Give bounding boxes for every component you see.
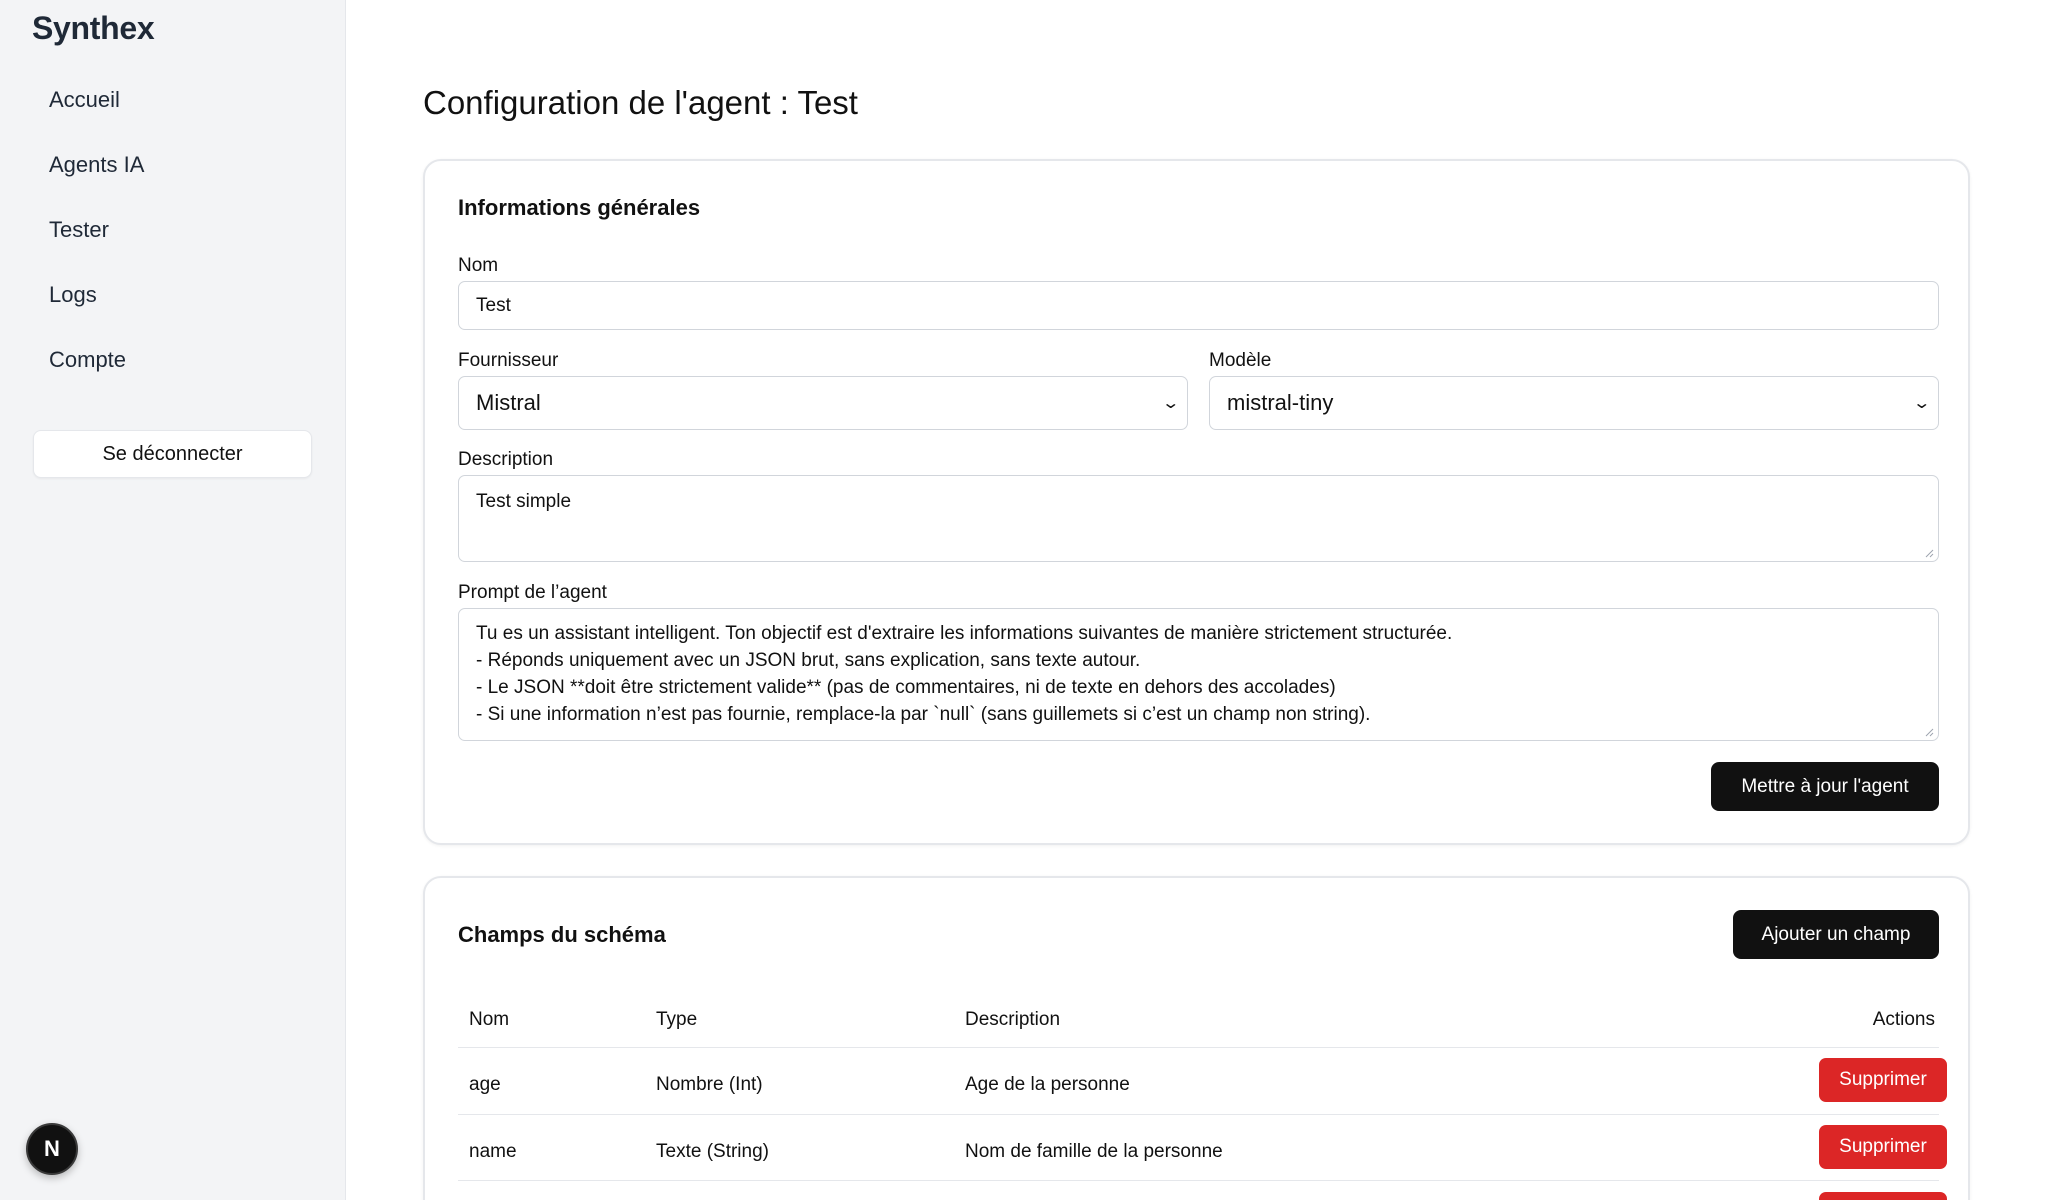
sidebar (0, 0, 346, 1200)
column-header-type: Type (656, 1009, 698, 1030)
model-label: Modèle (1209, 350, 1272, 371)
provider-select-value: Mistral (476, 390, 541, 415)
description-textarea-value: Test simple (476, 491, 572, 512)
description-label: Description (458, 449, 554, 470)
name-input[interactable] (458, 281, 1939, 330)
prompt-line: - Le JSON **doit être strictement valide** (pas de commentaires, ni de texte en dehors des accolades) (476, 677, 1336, 698)
delete-field-button[interactable]: Supprimer (1819, 1125, 1947, 1169)
column-header-name: Nom (469, 1009, 510, 1030)
sidebar-item-logs[interactable]: Logs (49, 282, 97, 307)
row-divider (458, 1114, 1939, 1115)
general-info-card (423, 159, 1970, 845)
sidebar-nav (32, 80, 312, 405)
schema-fields-title: Champs du schéma (458, 922, 666, 947)
update-agent-button[interactable]: Mettre à jour l'agent (1711, 762, 1939, 811)
page-title: Configuration de l'agent : Test (423, 84, 858, 121)
column-header-actions: Actions (1872, 1009, 1935, 1030)
name-input-value: Test (476, 294, 511, 316)
prompt-line: Tu es un assistant intelligent. Ton objectif est d'extraire les informations suivantes de manière strictement structurée. (476, 623, 1453, 644)
sidebar-item-tester[interactable]: Tester (49, 217, 109, 242)
row-description: Nom de famille de la personne (965, 1141, 1223, 1162)
resize-grip-icon[interactable] (1924, 727, 1934, 737)
provider-select[interactable] (458, 376, 1188, 430)
logout-button[interactable]: Se déconnecter (33, 430, 312, 478)
brand-logo: Synthex (32, 10, 155, 46)
chevron-down-icon: ⌄ (1160, 395, 1180, 412)
prompt-line: - Si une information n’est pas fournie, remplace-la par `null` (sans guillemets si c’est un champ non string). (476, 704, 1371, 725)
model-select[interactable] (1209, 376, 1939, 430)
row-type: Nombre (Int) (656, 1074, 763, 1095)
main-content (346, 0, 2048, 1200)
prompt-line: - Réponds uniquement avec un JSON brut, sans explication, sans texte autour. (476, 650, 1141, 671)
delete-field-button[interactable] (1819, 1192, 1947, 1200)
row-name: name (469, 1141, 517, 1162)
n-badge-icon[interactable]: N (26, 1123, 78, 1175)
delete-field-button[interactable]: Supprimer (1819, 1058, 1947, 1102)
prompt-textarea[interactable] (458, 608, 1939, 741)
sidebar-item-agents-ia[interactable]: Agents IA (49, 152, 145, 177)
column-header-description: Description (965, 1009, 1061, 1030)
prompt-label: Prompt de l’agent (458, 582, 607, 603)
name-label: Nom (458, 255, 499, 276)
general-info-title: Informations générales (458, 195, 701, 220)
row-divider (458, 1180, 1939, 1181)
schema-fields-card (423, 876, 1970, 1200)
add-field-button[interactable]: Ajouter un champ (1733, 910, 1939, 959)
row-type: Texte (String) (656, 1141, 769, 1162)
resize-grip-icon[interactable] (1924, 548, 1934, 558)
description-textarea[interactable] (458, 475, 1939, 562)
provider-label: Fournisseur (458, 350, 559, 371)
sidebar-item-compte[interactable]: Compte (49, 347, 127, 372)
table-header-divider (458, 1047, 1939, 1048)
chevron-down-icon: ⌄ (1911, 395, 1931, 412)
model-select-value: mistral-tiny (1227, 390, 1334, 415)
sidebar-item-accueil[interactable]: Accueil (49, 87, 120, 112)
row-description: Age de la personne (965, 1074, 1130, 1095)
row-name: age (469, 1074, 501, 1095)
